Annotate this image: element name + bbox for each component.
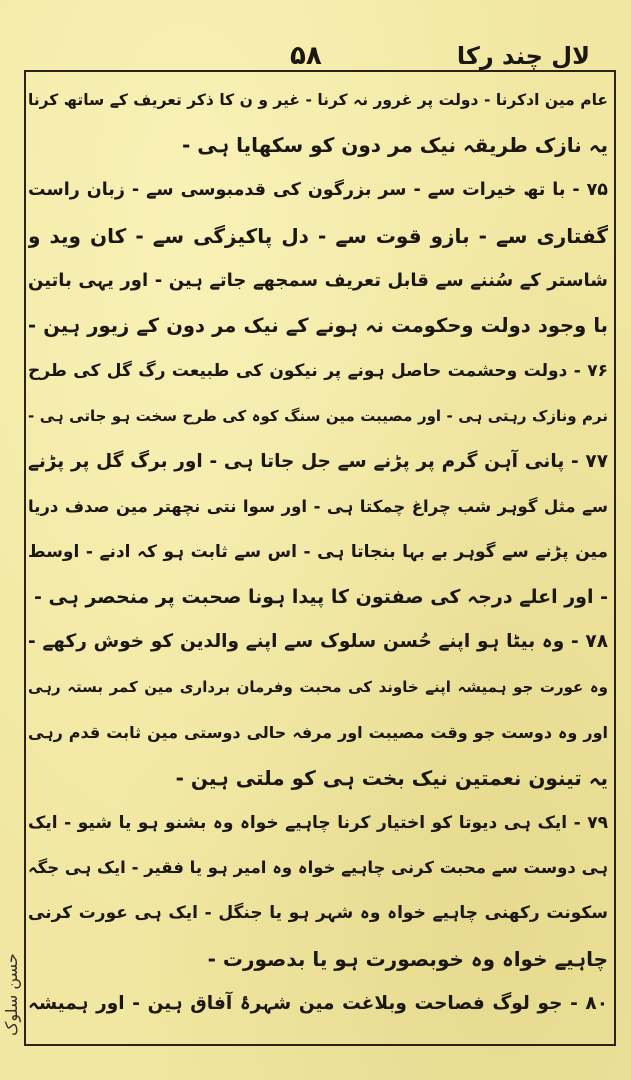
text-line: ۷۵ - با تھ خیرات سے - سر بزرگون کی قدمبوسی سے - زبان راست xyxy=(28,180,608,201)
text-line: ۷۶ - دولت وحشمت حاصل ہونے پر نیکون کی طبیعت رگ گل کی طرح xyxy=(28,361,608,382)
body-text xyxy=(28,78,608,1027)
text-line: نرم ونازک رہتی ہی - اور مصیبت مین سنگ کوہ کی طرح سخت ہو جاتی ہی - xyxy=(28,407,608,426)
text-line: مین پڑنے سے گوہر بے بہا بنجاتا ہی - اس سے ثابت ہو کہ ادنے - اوسط xyxy=(28,541,608,562)
page-border-left xyxy=(24,70,26,1045)
text-line: سکونت رکھنی چاہیے خواہ وہ شہر ہو یا جنگل - ایک ہی عورت کرنی xyxy=(28,903,608,924)
text-line: عام مین ادکرنا - دولت پر غرور نہ کرنا - غیر و ن کا ذکر تعریف کے ساتھ کرنا xyxy=(28,91,608,109)
text-line: شاستر کے سُننے سے قابل تعریف سمجھے جاتے ہین - اور یہی باتین xyxy=(28,269,608,291)
page-number: ۵۸ xyxy=(290,41,322,71)
text-line: یہ تینون نعمتین نیک بخت ہی کو ملتی ہین - xyxy=(175,765,608,790)
text-line: - اور اعلے درجہ کی صفتون کا پیدا ہونا صحبت پر منحصر ہی - xyxy=(34,586,608,609)
running-title: لال چند رکا xyxy=(456,42,590,70)
text-line: ۷۸ - وہ بیٹا ہو اپنے حُسن سلوک سے اپنے والدین کو خوش رکھے - xyxy=(28,631,608,653)
text-line: چاہیے خواہ وہ خوبصورت ہو یا بدصورت - xyxy=(207,946,608,971)
text-line: ۷۷ - پانی آہن گرم پر پڑنے سے جل جاتا ہی - اور برگ گل پر پڑنے xyxy=(28,450,608,472)
margin-note: حسن سلوک xyxy=(2,953,21,1037)
text-line: ہی دوست سے محبت کرنی چاہیے خواہ وہ امیر ہو یا فقیر - ایک ہی جگہ xyxy=(28,858,608,878)
text-line: وہ عورت جو ہمیشہ اپنے خاوند کی محبت وفرمان برداری مین کمر بستہ رہی xyxy=(28,678,608,697)
text-line: با وجود دولت وحکومت نہ ہونے کے نیک مر دون کے زیور ہین - xyxy=(28,313,608,337)
text-line: اور وہ دوست جو وقت مصیبت اور مرفہ حالی دوستی مین ثابت قدم رہی xyxy=(28,722,608,742)
text-line: ۷۹ - ایک ہی دیوتا کو اختیار کرنا چاہیے خواہ وہ بشنو ہو یا شیو - ایک xyxy=(28,813,608,833)
text-line: سے مثل گوہر شب چراغ چمکتا ہی - اور سوا نتی نچھتر مین صدف دریا xyxy=(28,496,608,516)
page-border-right xyxy=(614,70,616,1045)
page-header xyxy=(60,36,600,76)
text-line: گفتاری سے - بازو قوت سے - دل پاکیزگی سے - کان وید و xyxy=(28,223,608,248)
text-line: ۸۰ - جو لوگ فصاحت وبلاغت مین شہرۂ آفاق ہین - اور ہمیشہ xyxy=(28,992,608,1014)
page-border-bottom xyxy=(24,1044,616,1046)
text-line: یہ نازک طریقہ نیک مر دون کو سکھایا ہی - xyxy=(181,133,608,158)
